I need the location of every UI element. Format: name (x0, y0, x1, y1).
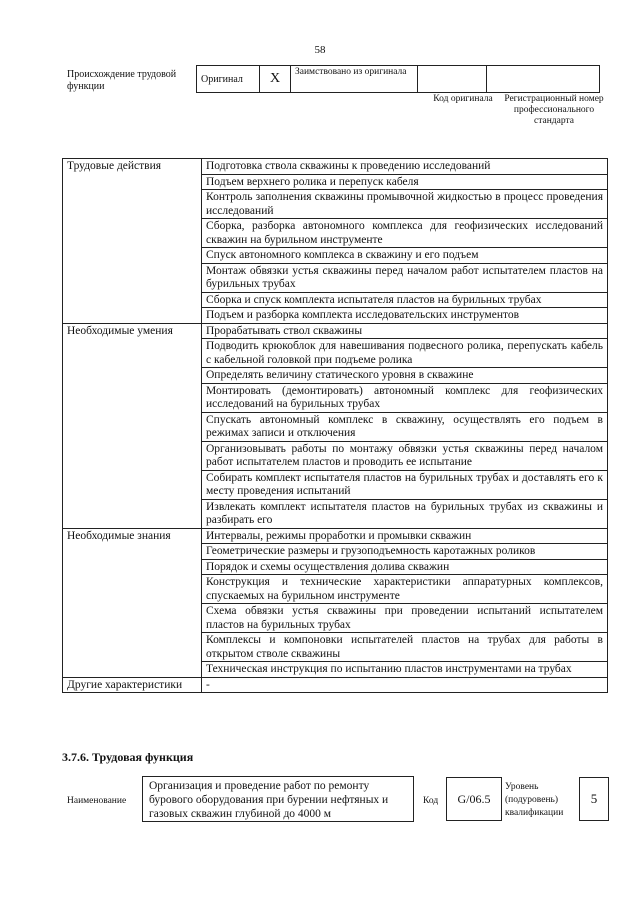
item-cell: Монтировать (демонтировать) автономный комплекс для геофизических исследований на бурильных трубах (202, 383, 608, 412)
category-cell: Другие характеристики (63, 677, 202, 693)
registration-number-cell (487, 66, 600, 93)
level-value: 5 (579, 777, 609, 821)
item-cell: Контроль заполнения скважины промывочной жидкостью в процесс проведения исследований (202, 190, 608, 219)
item-cell: Спускать автономный комплекс в скважину, осуществлять его подъем в режимах записи и отключения (202, 412, 608, 441)
item-cell: Интервалы, режимы проработки и промывки скважин (202, 528, 608, 544)
item-cell: Сборка и спуск комплекта испытателя пластов на бурильных трубах (202, 292, 608, 308)
item-cell: Подъем верхнего ролика и перепуск кабеля (202, 174, 608, 190)
category-cell: Необходимые знания (63, 528, 202, 677)
item-cell: Конструкция и технические характеристики аппаратурных комплексов, спускаемых на бурильном инструменте (202, 575, 608, 604)
table-row (63, 323, 608, 339)
item-cell: - (202, 677, 608, 693)
name-value: Организация и проведение работ по ремонту бурового оборудования при бурении нефтяных и газовых скважин глубиной до 4000 м (142, 776, 414, 822)
item-cell: Организовывать работы по монтажу обвязки устья скважины перед началом работ испытателем пластов и проводить ее испытание (202, 441, 608, 470)
table-row (63, 528, 608, 544)
item-cell: Монтаж обвязки устья скважины перед началом работ испытателем пластов на бурильных трубах (202, 263, 608, 292)
original-label: Оригинал (197, 66, 260, 93)
name-label: Наименование (67, 796, 127, 806)
item-cell: Подводить крюкоблок для навешивания подвесного ролика, перепускать кабель с кабельной головкой при подъеме ролика (202, 339, 608, 368)
item-cell: Сборка, разборка автономного комплекса для геофизических исследований скважин на бурильном инструменте (202, 219, 608, 248)
item-cell: Схема обвязки устья скважины при проведении испытаний испытателем пластов на бурильных трубах (202, 604, 608, 633)
page-number: 58 (314, 44, 326, 56)
original-mark: X (260, 66, 291, 93)
item-cell: Геометрические размеры и грузоподъемность каротажных роликов (202, 544, 608, 560)
item-cell: Извлекать комплект испытателя пластов на бурильных трубах из скважины и разбирать его (202, 499, 608, 528)
code-label: Код (423, 796, 439, 806)
category-cell: Трудовые действия (63, 159, 202, 324)
origin-label: Происхождение трудовой функции (67, 69, 177, 92)
item-cell: Комплексы и компоновки испытателей пластов на трубах для работы в открытом стволе скважины (202, 633, 608, 662)
item-cell: Спуск автономного комплекса в скважину и его подъем (202, 248, 608, 264)
registration-caption: Регистрационный номер профессионального стандарта (504, 94, 604, 126)
table-row (63, 677, 608, 693)
code-value: G/06.5 (446, 777, 502, 821)
labor-function-table (62, 158, 608, 693)
code-caption: Код оригинала (433, 94, 493, 104)
category-cell: Необходимые умения (63, 323, 202, 528)
item-cell: Порядок и схемы осуществления долива скважин (202, 559, 608, 575)
table-row (63, 159, 608, 175)
original-code-cell (418, 66, 487, 93)
item-cell: Определять величину статического уровня в скважине (202, 368, 608, 384)
item-cell: Собирать комплект испытателя пластов на бурильных трубах и доставлять его к месту проведения испытаний (202, 470, 608, 499)
item-cell: Подготовка ствола скважины к проведению исследований (202, 159, 608, 175)
item-cell: Прорабатывать ствол скважины (202, 323, 608, 339)
item-cell: Техническая инструкция по испытанию пластов инструментами на трубах (202, 662, 608, 678)
origin-table (196, 65, 600, 93)
level-label: Уровень (подуровень) квалификации (505, 782, 564, 818)
borrowed-label: Заимствовано из оригинала (291, 66, 418, 93)
item-cell: Подъем и разборка комплекта исследовательских инструментов (202, 308, 608, 324)
section-heading: 3.7.6. Трудовая функция (62, 750, 194, 764)
